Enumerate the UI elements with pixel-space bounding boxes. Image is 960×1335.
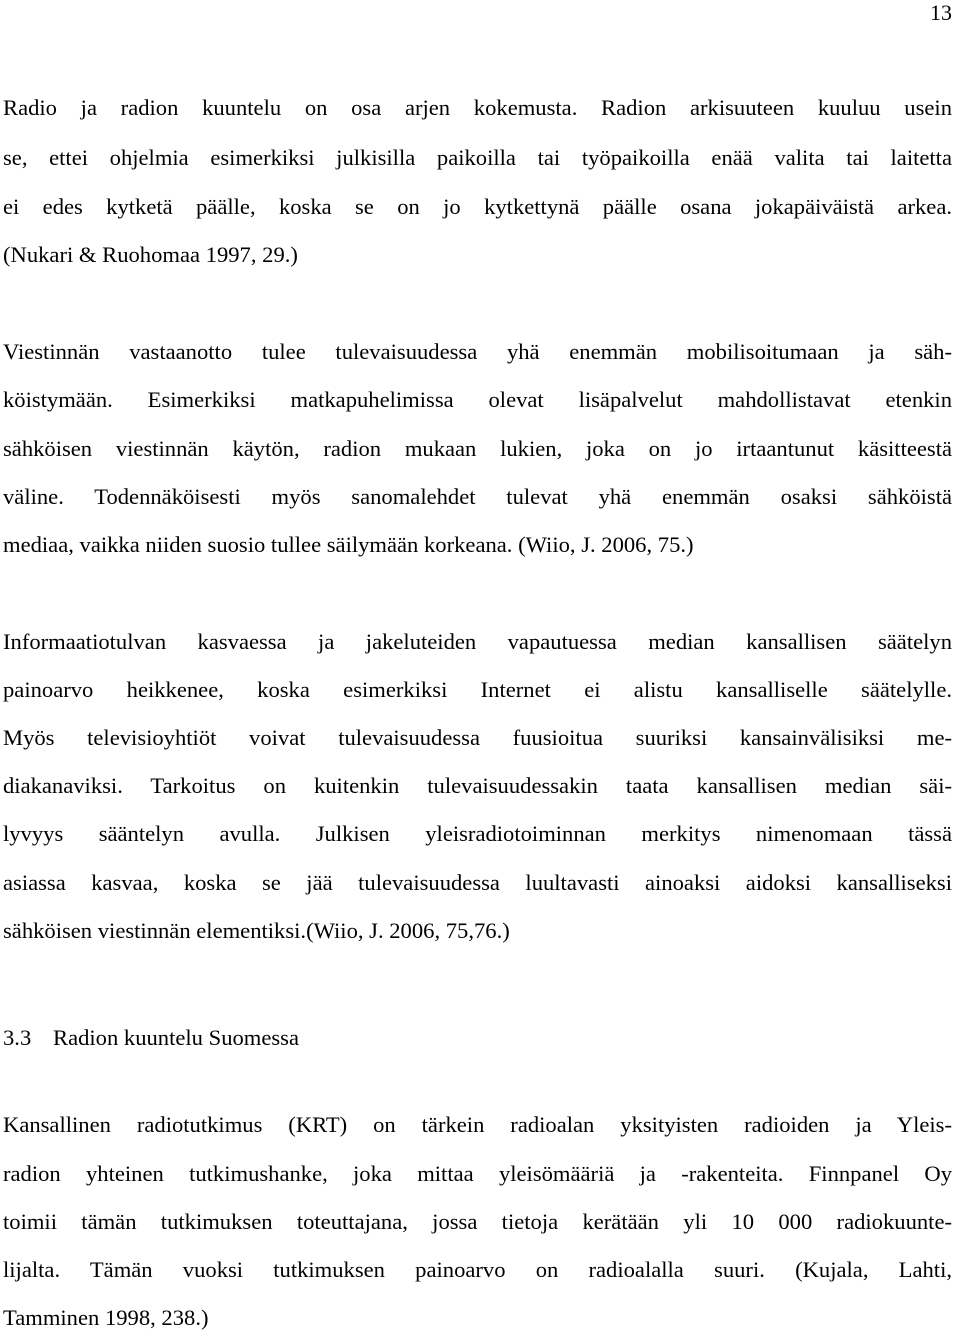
paragraph-line: Tamminen 1998, 238.) [3,1305,209,1330]
paragraph-line: lyvyys sääntelyn avulla. Julkisen yleisradiotoiminnan merkitys nimenomaan tässä [3,821,952,846]
section-number: 3.3 [3,1025,32,1050]
paragraph-line: Informaatiotulvan kasvaessa ja jakeluteiden vapautuessa median kansallisen säätelyn [3,629,952,654]
paragraph-line: väline. Todennäköisesti myös sanomalehdet tulevat yhä enemmän osaksi sähköistä [3,484,952,509]
paragraph-line: sähköisen viestinnän käytön, radion mukaan lukien, joka on jo irtaantunut käsitteestä [3,436,952,461]
paragraph-line: (Nukari & Ruohomaa 1997, 29.) [3,242,298,267]
paragraph-line: mediaa, vaikka niiden suosio tullee säilymään korkeana. (Wiio, J. 2006, 75.) [3,532,694,557]
paragraph-line: Viestinnän vastaanotto tulee tulevaisuudessa yhä enemmän mobilisoitumaan ja säh- [3,339,952,364]
paragraph-line: Myös televisioyhtiöt voivat tulevaisuudessa fuusioitua suuriksi kansainvälisiksi me- [3,725,952,750]
paragraph-line: painoarvo heikkenee, koska esimerkiksi Internet ei alistu kansalliselle säätelylle. [3,677,952,702]
paragraph-line: toimii tämän tutkimuksen toteuttajana, jossa tietoja kerätään yli 10 000 radiokuunte- [3,1209,952,1234]
section-title: Radion kuuntelu Suomessa [53,1025,300,1050]
paragraph-line: se, ettei ohjelmia esimerkiksi julkisilla paikoilla tai työpaikoilla enää valita tai laitetta [3,145,952,170]
paragraph-line: radion yhteinen tutkimushanke, joka mittaa yleisömääriä ja -rakenteita. Finnpanel Oy [3,1161,952,1186]
paragraph-line: diakanaviksi. Tarkoitus on kuitenkin tulevaisuudessakin taata kansallisen median säi- [3,773,952,798]
paragraph-line: ei edes kytketä päälle, koska se on jo kytkettynä päälle osana jokapäiväistä arkea. [3,194,952,219]
paragraph-line: Kansallinen radiotutkimus (KRT) on tärkein radioalan yksityisten radioiden ja Yleis- [3,1112,952,1137]
paragraph-line: lijalta. Tämän vuoksi tutkimuksen painoarvo on radioalalla suuri. (Kujala, Lahti, [3,1257,952,1282]
paragraph-line: sähköisen viestinnän elementiksi.(Wiio, J. 2006, 75,76.) [3,918,510,943]
paragraph-line: köistymään. Esimerkiksi matkapuhelimissa olevat lisäpalvelut mahdollistavat etenkin [3,387,952,412]
section-heading [3,1024,299,1052]
paragraph-line: asiassa kasvaa, koska se jää tulevaisuudessa luultavasti ainoaksi aidoksi kansalliseksi [3,870,952,895]
paragraph-line: Radio ja radion kuuntelu on osa arjen kokemusta. Radion arkisuuteen kuuluu usein [3,95,952,120]
page-number: 13 [930,0,952,25]
